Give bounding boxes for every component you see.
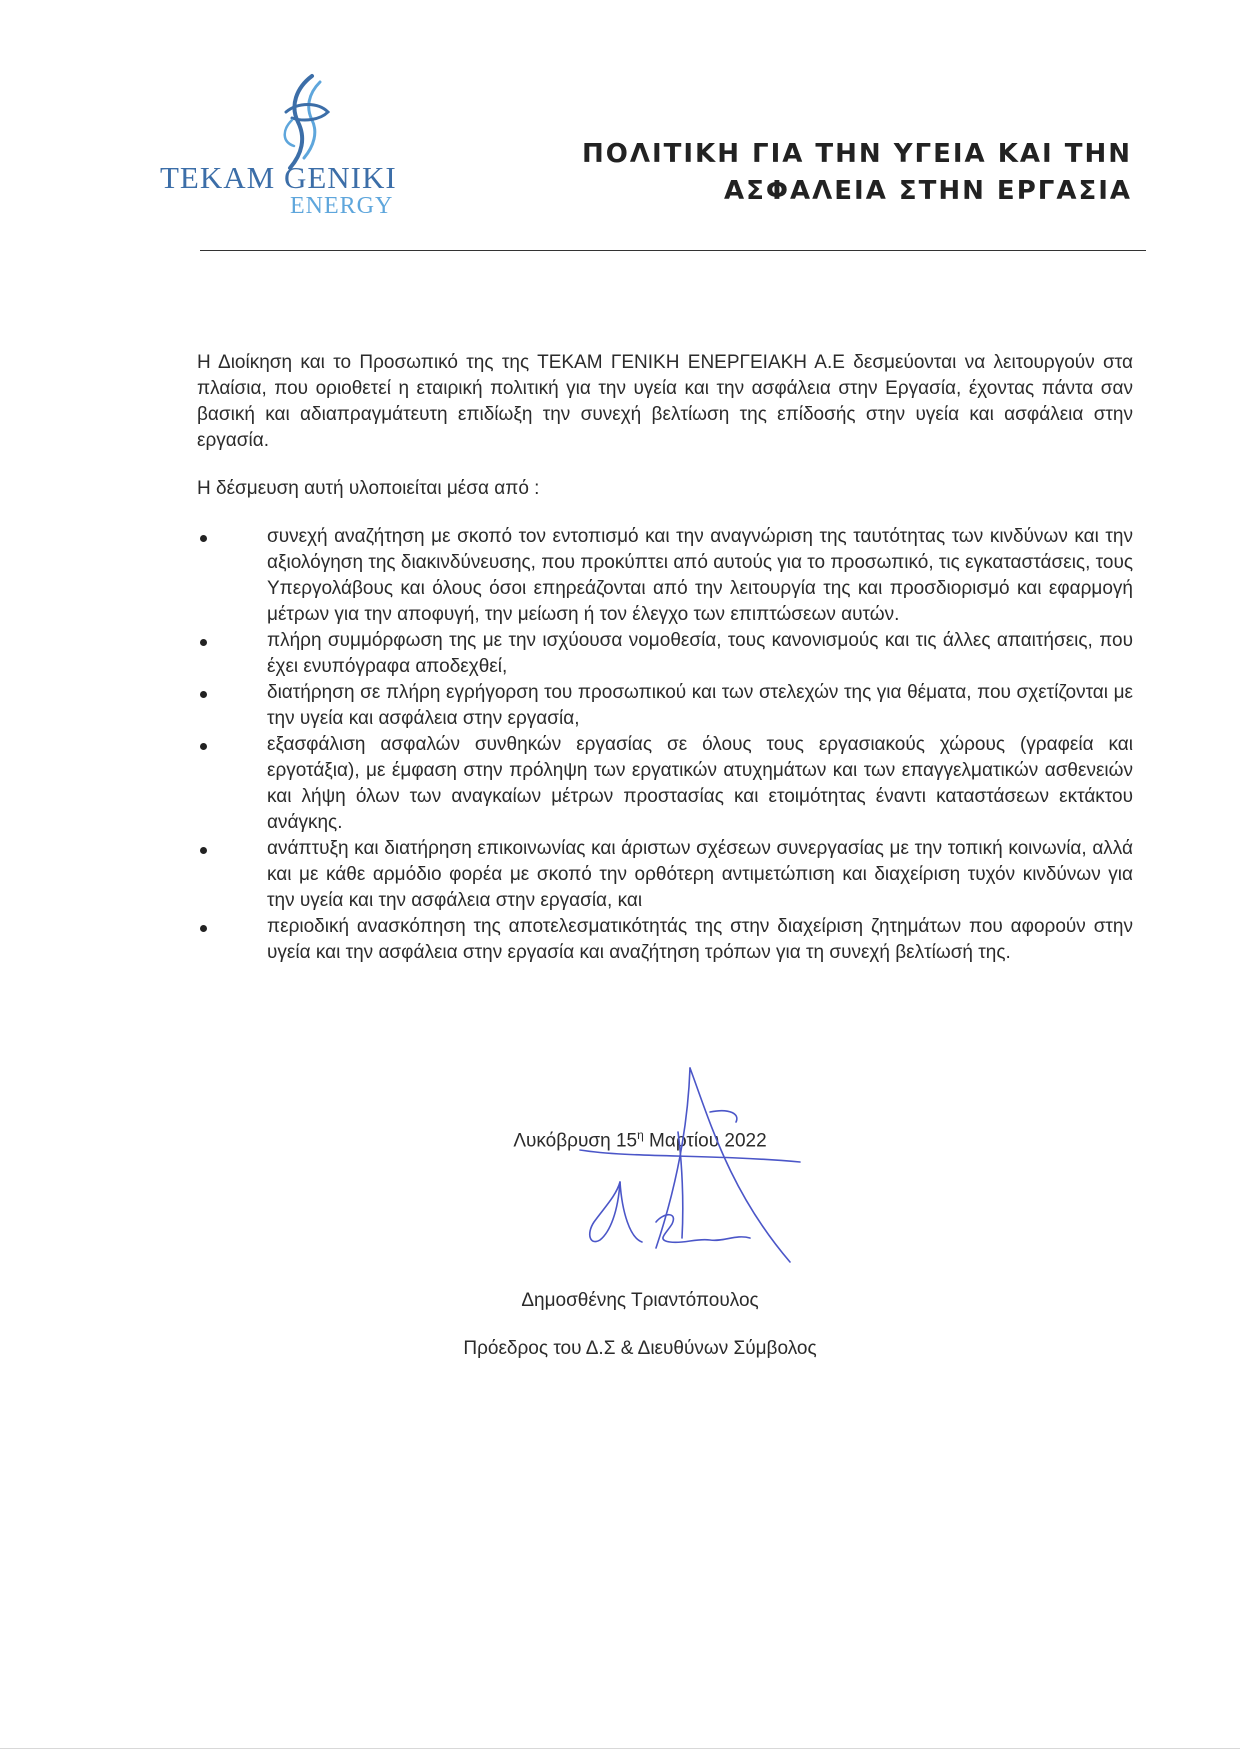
place-date-suffix: Μαρτίου 2022 — [643, 1130, 767, 1152]
bullet-icon — [200, 847, 207, 854]
bullet-icon — [200, 691, 207, 698]
list-item — [197, 836, 1133, 914]
handwritten-signature — [560, 1062, 820, 1282]
logo-swirl-icon — [268, 72, 338, 172]
signer-name: Δημοσθένης Τριαντόπουλος — [521, 1290, 759, 1311]
bullet-icon — [200, 535, 207, 542]
logo-brand-text: TEKAM GENIKI — [160, 160, 397, 195]
policy-body — [197, 350, 1133, 966]
list-item — [197, 732, 1133, 836]
list-item — [197, 914, 1133, 966]
place-date-superscript: η — [637, 1128, 644, 1142]
commitment-list — [197, 524, 1133, 966]
intro-paragraph: Η Διοίκηση και το Προσωπικό της της ΤΕΚΑΜ ΓΕΝΙΚΗ ΕΝΕΡΓΕΙΑΚΗ Α.Ε δεσμεύονται να λειτουργούν στα πλαίσια, που οριοθετεί η εταιρική πολιτική για την υγεία και την ασφάλεια στην Εργασία, έχοντας πάντα σαν βασική και αδιαπραγμάτευτη επιδίωξη την συνεχή βελτίωση της επίδοσής στην υγεία και ασφάλεια στην εργασία. — [197, 352, 1133, 451]
list-item-text: εξασφάλιση ασφαλών συνθηκών εργασίας σε όλους τους εργασιακούς χώρους (γραφεία και εργοτάξια), με έμφαση στην πρόληψη των εργατικών ατυχημάτων και των επαγγελματικών ασθενειών και λήψη όλων των αναγκαίων μέτρων προστασίας και ετοιμότητας έναντι καταστάσεων εκτάκτου ανάγκης. — [267, 734, 1133, 833]
page-bottom-edge — [0, 1748, 1240, 1749]
signer-role: Πρόεδρος του Δ.Σ & Διευθύνων Σύμβολος — [463, 1338, 817, 1359]
bullet-icon — [200, 743, 207, 750]
place-date-prefix: Λυκόβρυση 15 — [513, 1130, 638, 1152]
list-item — [197, 680, 1133, 732]
lead-sentence: Η δέσμευση αυτή υλοποιείται μέσα από : — [197, 478, 540, 499]
title-line-1: ΠΟΛΙΤΙΚΗ ΓΙΑ ΤΗΝ ΥΓΕΙΑ ΚΑΙ ΤΗΝ — [581, 139, 1132, 169]
bullet-icon — [200, 639, 207, 646]
logo-sub-text: ENERGY — [290, 193, 394, 219]
list-item-text: πλήρη συμμόρφωση της με την ισχύουσα νομοθεσία, τους κανονισμούς και τις άλλες απαιτήσεις, που έχει ενυπόγραφα αποδεχθεί, — [267, 630, 1133, 677]
document-title — [520, 136, 1132, 210]
list-item — [197, 628, 1133, 680]
list-item-text: συνεχή αναζήτηση με σκοπό τον εντοπισμό και την αναγνώριση της ταυτότητας των κινδύνων και την αξιολόγηση της διακινδύνευσης, που προκύπτει από αυτούς για το προσωπικό, τις εγκαταστάσεις, τους Υπεργολάβους και όλους όσοι επηρεάζονται από την λειτουργία της και προσδιορισμό και εφαρμογή μέτρων για την αποφυγή, την μείωση ή τον έλεγχο των επιπτώσεων αυτών. — [267, 526, 1133, 625]
list-item — [197, 524, 1133, 628]
bullet-icon — [200, 925, 207, 932]
title-line-2: ΑΣΦΑΛΕΙΑ ΣΤΗΝ ΕΡΓΑΣΙΑ — [724, 176, 1132, 206]
list-item-text: διατήρηση σε πλήρη εγρήγορση του προσωπικού και των στελεχών της για θέματα, που σχετίζονται με την υγεία και ασφάλεια στην εργασία, — [267, 682, 1133, 729]
company-logo — [160, 72, 450, 222]
list-item-text: ανάπτυξη και διατήρηση επικοινωνίας και άριστων σχέσεων συνεργασίας με την τοπική κοινωνία, αλλά και με κάθε αρμόδιο φορέα με σκοπό την ορθότερη αντιμετώπιση και διαχείριση τυχόν κινδύνων για την υγεία και την ασφάλεια στην εργασία, και — [267, 838, 1133, 911]
list-item-text: περιοδική ανασκόπηση της αποτελεσματικότητάς της στην διαχείριση ζητημάτων που αφορούν στην υγεία και την ασφάλεια στην εργασία και αναζήτηση τρόπων για τη συνεχή βελτίωσή της. — [267, 916, 1133, 963]
header-divider — [200, 250, 1146, 251]
